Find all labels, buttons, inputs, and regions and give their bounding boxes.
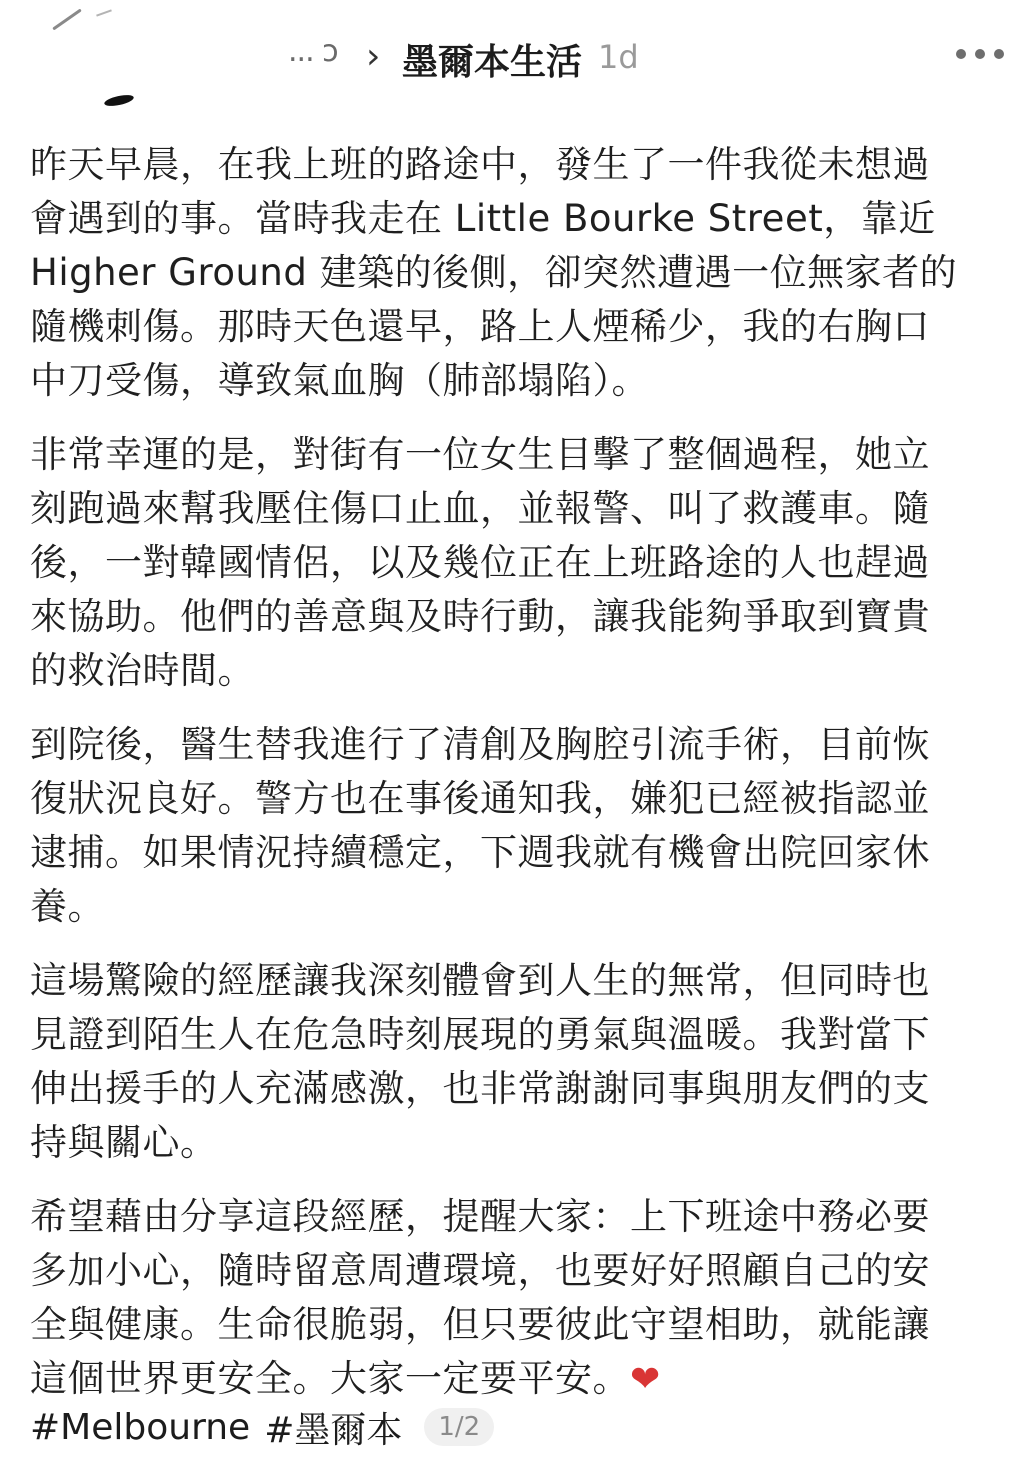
hashtag-melbourne[interactable]: #Melbourne [30,1406,251,1448]
post-paragraph: 昨天早晨，在我上班的路途中，發生了一件我從未想過會遇到的事。當時我走在 Little Bourke Street，靠近 Higher Ground 建築的後側，卻突然遭遇一位無家者的隨機刺傷。那時天色還早，路上人煙稀少，我的右胸口中刀受傷，導致氣血胸（肺部塌陷）。 [30,143,958,402]
post-paragraph: 非常幸運的是，對街有一位女生目擊了整個過程，她立刻跑過來幫我壓住傷口止血，並報警、叫了救護車。隨後，一對韓國情侶，以及幾位正在上班路途的人也趕過來協助。他們的善意與及時行動，讓我能夠爭取到寶貴的救治時間。 [30,433,930,692]
avatar[interactable] [22,0,142,112]
more-dot [994,49,1004,59]
post-paragraph-text: 希望藉由分享這段經歷，提醒大家：上下班途中務必要多加小心，隨時留意周遭環境，也要好好照顧自己的安全與健康。生命很脆弱，但只要彼此守望相助，就能讓這個世界更安全。大家一定要平安。 [30,1195,930,1400]
red-heart-icon: ❤ [630,1359,661,1400]
post-header [0,0,1034,120]
more-horizontal-icon[interactable] [956,40,1004,68]
hashtag-row [30,1400,494,1454]
avatar-scribble [103,93,134,108]
post-body [30,138,965,1427]
hashtag-melbourne-zh[interactable]: #墨爾本 [264,1409,403,1451]
more-dot [975,49,985,59]
chevron-right-icon: › [366,36,381,77]
post-paragraph: 這場驚險的經歷讓我深刻體會到人生的無常，但同時也見證到陌生人在危急時刻展現的勇氣與溫暖。我對當下伸出援手的人充滿感激，也非常謝謝同事與朋友們的支持與關心。 [30,959,930,1164]
post-timestamp[interactable]: 1d [598,38,639,76]
avatar-scribble [52,9,82,31]
post-paragraph-last [30,1190,965,1407]
image-page-indicator: 1/2 [424,1408,494,1446]
group-name-link[interactable]: 墨爾本生活 [402,42,583,83]
author-name[interactable]: ... ͻ [288,34,338,69]
more-dot [956,49,966,59]
avatar-scribble [96,9,112,16]
post-paragraph: 到院後，醫生替我進行了清創及胸腔引流手術，目前恢復狀況良好。警方也在事後通知我，嫌犯已經被指認並逮捕。如果情況持續穩定，下週我就有機會出院回家休養。 [30,723,930,928]
